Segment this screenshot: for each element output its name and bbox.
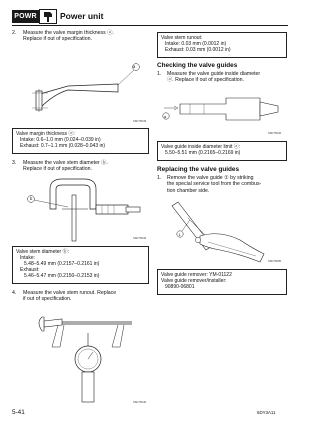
step-4-number: 4. [12, 290, 17, 296]
fig1-callout: a [133, 64, 136, 69]
page-number: 5-41 [12, 409, 25, 416]
spec4-value: 5.50–5.51 mm (0.2165–0.2169 in) [165, 150, 241, 157]
section-heading-checking-valve-guides: Checking the valve guides [157, 62, 238, 69]
sec1-line-1: Measure the valve guide inside diameter [167, 71, 261, 77]
spec-box-valve-stem-runout [157, 32, 287, 58]
spec4-title: Valve guide inside diameter limit ⓐ: [161, 144, 241, 150]
step-2-line-2: Replace if out of specification. [23, 36, 92, 43]
spec2-intake-label: Intake: [20, 255, 36, 262]
step-3-line-2: Replace if out of specification. [23, 166, 92, 173]
step-4-text [23, 290, 147, 303]
spec-box-valve-margin [12, 128, 149, 154]
spec5-line-3: 90890-06801 [165, 284, 195, 291]
sec2-line-1: Remove the valve guide ① by striking [167, 175, 254, 181]
sec2-step-number: 1. [157, 175, 162, 181]
spec-box-valve-stem-diameter [12, 246, 149, 284]
step-4-line-2: if out of specification. [23, 296, 72, 303]
step-3-text [23, 160, 145, 173]
page-title: Power unit [60, 11, 104, 21]
fig4-callout: a [164, 114, 167, 119]
spec2-exhaust-label: Exhaust: [20, 267, 40, 274]
section-badge: POWR [12, 10, 39, 23]
sec2-step-text [167, 175, 289, 194]
step-3-number: 3. [12, 160, 17, 166]
fig4-id: S6D75040 [268, 131, 282, 135]
sec1-line-2: ⓐ. Replace if out of specification. [167, 77, 244, 84]
spec1-exhaust: Exhaust: 0.7–1.1 mm (0.028–0.043 in) [20, 143, 106, 150]
section-heading-replacing-valve-guides: Replacing the valve guides [157, 166, 240, 173]
fig2-id: S6D75036 [133, 236, 147, 240]
spec3-intake: Intake: 0.03 mm (0.0012 in) [165, 41, 227, 48]
spec3-title: Valve stem runout: [161, 35, 203, 41]
sec1-step-number: 1. [157, 71, 162, 77]
valve-runout-figure [22, 305, 147, 405]
micrometer-figure [22, 175, 147, 243]
step-2-line-1: Measure the valve margin thickness ⓐ. [23, 30, 114, 36]
fig2-callout: b [30, 196, 33, 201]
spec2-title: Valve stem diameter ⓑ: [16, 249, 69, 255]
valve-guide-removal-figure [160, 196, 287, 266]
fig1-id: S6D75035 [133, 119, 147, 123]
fig5-callout: 1 [178, 232, 181, 237]
spec5-line-1: Valve guide remover: YM-01122 [161, 272, 232, 278]
spec5-line-2: Valve guide remover/installer: [161, 278, 227, 285]
spec2-intake-value: 5.48–5.49 mm (0.2157–0.2161 in) [24, 261, 100, 268]
sec2-line-3: tion chamber side. [167, 187, 210, 194]
step-2-text [23, 30, 145, 43]
document-code: 6DY3A11 [257, 410, 276, 415]
spec1-intake: Intake: 0.6–1.0 mm (0.024–0.039 in) [20, 137, 101, 144]
spec3-exhaust: Exhaust: 0.03 mm (0.0012 in) [165, 47, 231, 54]
fig5-id: S6D75080 [268, 259, 282, 263]
spec1-title: Valve margin thickness ⓐ: [16, 131, 75, 137]
header-rule [12, 25, 288, 26]
outboard-motor-icon [39, 9, 57, 24]
fig3-id: S6D75040 [133, 400, 147, 404]
step-4-line-1: Measure the valve stem runout. Replace [23, 290, 117, 296]
sec1-step-text [167, 71, 289, 84]
sec2-line-2: the special service tool from the combus- [167, 181, 262, 188]
spec2-exhaust-value: 5.46–5.47 mm (0.2150–0.2153 in) [24, 273, 100, 280]
step-2-number: 2. [12, 30, 17, 36]
spec-box-valve-guide-diameter [157, 141, 287, 161]
valve-margin-figure [22, 46, 147, 126]
step-3-line-1: Measure the valve stem diameter ⓑ. [23, 160, 108, 166]
spec-box-valve-guide-remover [157, 269, 287, 295]
